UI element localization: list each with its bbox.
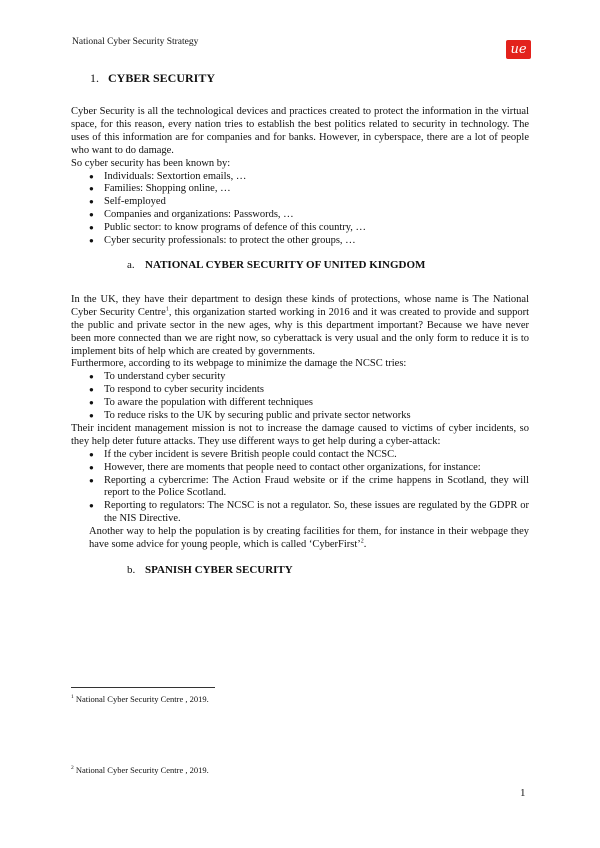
university-logo: ue (506, 40, 531, 59)
footnote (71, 694, 209, 704)
subsection-title: SPANISH CYBER SECURITY (145, 564, 293, 576)
uk-paragraph-text: In the UK, they have their department to design these kinds of protections, whose name is The National Cyber Security Centre (71, 293, 529, 318)
ncsc-tries-line: Furthermore, according to its webpage to minimize the damage the NCSC tries: (71, 358, 407, 370)
cyberfirst-text-end: . (363, 539, 367, 551)
footnote-ref: 1 (165, 306, 169, 313)
known-by-line: So cyber security has been known by: (71, 157, 231, 169)
list-item: ● Self-employed (71, 196, 529, 209)
footnote-text: National Cyber Security Centre , 2019. (75, 765, 209, 775)
subsection-title: NATIONAL CYBER SECURITY OF UNITED KINGDOM (145, 258, 426, 271)
document-body (71, 106, 529, 577)
help-ways-list (71, 449, 529, 526)
footnote-mark: 1 (71, 694, 74, 701)
section-title: CYBER SECURITY (108, 71, 216, 85)
list-item: ● To respond to cyber security incidents (71, 384, 529, 397)
list-item: ● Families: Shopping online, … (71, 183, 529, 196)
ncsc-goals-list (71, 371, 529, 423)
uk-paragraph-text-cont: , this organization started working in 2016 and it was created to provide and support the public and private sector in the new ages, why is this department important? Because we have never been more connected than we are right now, so cyberattack is very usual and the only form to reduce it is to implement bits of help which are created by governments. (71, 306, 529, 357)
cyberfirst-text: Another way to help the population is by creating facilities for them, for instance in their webpage they have some advice for young people, which is called ‘CyberFirst’ (89, 526, 529, 551)
uk-paragraph (71, 294, 529, 359)
subsection-heading-uk (127, 259, 529, 272)
list-item: ● However, there are moments that people need to contact other organizations, for instance: (71, 462, 529, 475)
subsection-number: a. (127, 258, 135, 271)
section-number: 1. (90, 71, 99, 85)
audience-list (71, 171, 529, 248)
list-item: ● Reporting a cybercrime: The Action Fraud website or if the crime happens in Scotland, they will report to the Police Scotland. (71, 475, 529, 501)
footnote-ref: 2 (360, 538, 364, 545)
list-item: ● To understand cyber security (71, 371, 529, 384)
list-item: ● If the cyber incident is severe British people could contact the NCSC. (71, 449, 529, 462)
list-item: ● Public sector: to know programs of defence of this country, … (71, 222, 529, 235)
list-item: ● To reduce risks to the UK by securing public and private sector networks (71, 410, 529, 423)
section-heading (90, 71, 215, 86)
footnote (71, 765, 209, 775)
subsection-number: b. (127, 564, 136, 576)
list-item: ● To aware the population with different techniques (71, 397, 529, 410)
footnote-separator (71, 687, 215, 688)
footnote-text: National Cyber Security Centre , 2019. (75, 694, 209, 704)
subsection-heading-spain (127, 564, 529, 577)
list-item: ● Companies and organizations: Passwords, … (71, 209, 529, 222)
list-item: ● Individuals: Sextortion emails, … (71, 171, 529, 184)
page-number: 1 (520, 787, 526, 799)
footnote-mark: 2 (71, 765, 74, 772)
running-header: National Cyber Security Strategy (72, 37, 199, 47)
cyberfirst-paragraph (71, 526, 529, 552)
incident-paragraph: Their incident management mission is not to increase the damage caused to victims of cyber incidents, so they help deter future attacks. They use different ways to get help during a cyber-attack: (71, 422, 529, 447)
intro-paragraph: Cyber Security is all the technological devices and practices created to protect the information in the virtual space, for this reason, every nation tries to establish the best politics related to security in technology. The uses of this information are for companies and for banks. However, in cyberspace, there are a lot of people who want to do damage. (71, 106, 529, 156)
list-item: ● Cyber security professionals: to protect the other groups, … (71, 235, 529, 248)
list-item: ● Reporting to regulators: The NCSC is not a regulator. So, these issues are regulated by the GDPR or the NIS Directive. (71, 500, 529, 526)
